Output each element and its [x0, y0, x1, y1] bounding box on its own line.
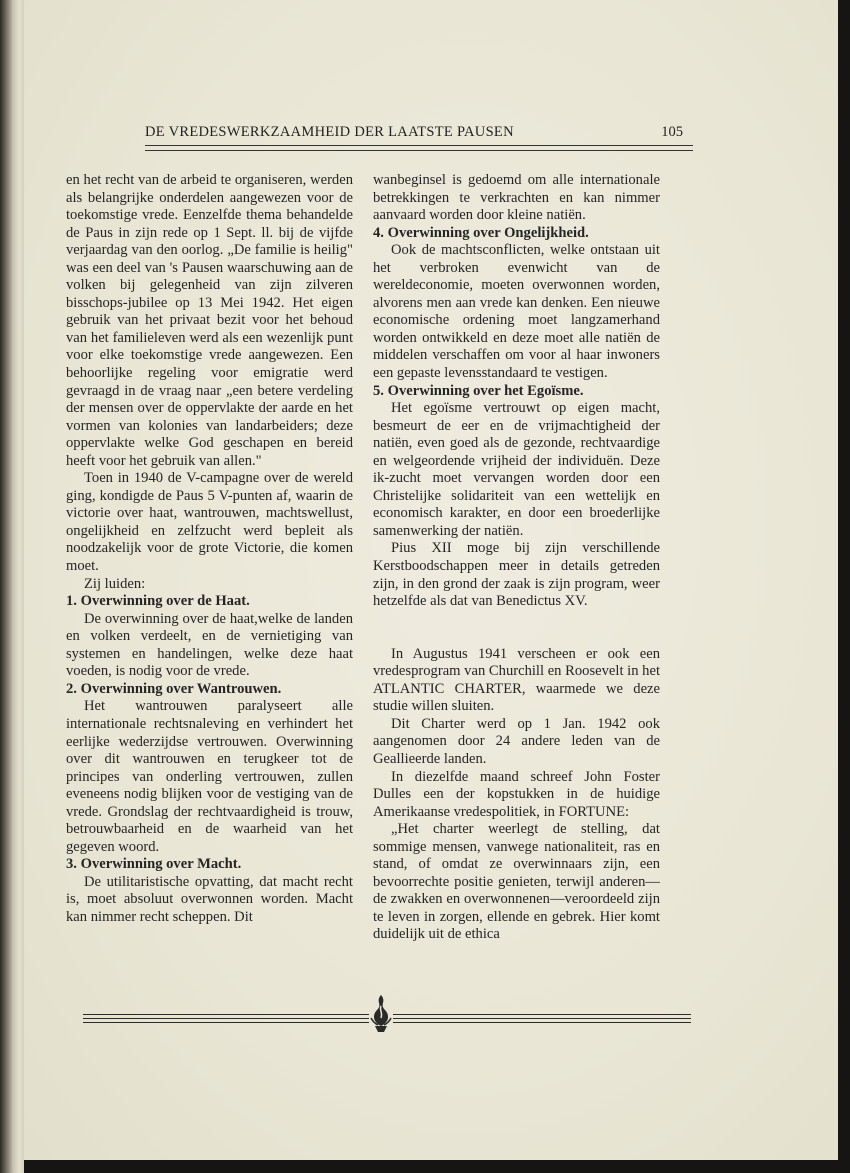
paragraph: „Het charter weerlegt de stelling, dat sommige mensen, vanwege nationaliteit, ras en stand, of omdat ze overwinnaars zijn, een bevoorrechte positie genieten, terwijl anderen—de zwakken en overwonnenen—veroordeeld zijn te leven in zorgen, ellende en gebrek. Hier komt duidelijk uit de ethica	[373, 821, 660, 943]
paragraph: wanbeginsel is gedoemd om alle internationale betrekkingen te verkrachten en kan nimmer aanvaard worden door kleine natiën.	[373, 172, 660, 224]
section-heading: 3. Overwinning over Macht.	[66, 856, 242, 873]
running-header	[145, 124, 693, 146]
paragraph: In Augustus 1941 verscheen er ook een vredesprogram van Churchill en Roosevelt in het ATLANTIC CHARTER, waarmede we deze studie willen sluiten.	[373, 645, 660, 715]
paragraph: Zij luiden:	[84, 575, 146, 592]
section-heading: 2. Overwinning over Wantrouwen.	[66, 680, 282, 697]
page-number: 105	[661, 124, 683, 140]
section-heading: 1. Overwinning over de Haat.	[66, 593, 250, 610]
left-column	[66, 172, 353, 927]
book-spine	[0, 0, 24, 1173]
paragraph: Het wantrouwen paralyseert alle internationale rechtsnaleving en verhindert het eerlijke wederzijdse vertrouwen. Overwinning over dit wantrouwen en terugkeer tot de principes van onderling vertrouwen, zullen eveneens nodig blijken voor de vestiging van de vrede. Grondslag der rechtvaardigheid is trouw, betrouwbaarheid en de waarheid van het gegeven woord.	[66, 698, 353, 855]
paragraph: en het recht van de arbeid te organiseren, werden als belangrijke onderdelen aangewezen voor de toekomstige vrede. Eenzelfde thema behandelde de Paus in zijn rede op 1 Sept. ll. bij de vijfde verjaardag van den oorlog. „De familie is heilig" was een deel van 's Pausen waarschuwing aan de volken bij gelegenheid van zijn zilveren bisschops-jubilee op 13 Mei 1942. Het eigen gebruik van het privaat bezit voor het behoud van het familieleven werd als een wezenlijk punt voor elke toekomstige vrede aangewezen. Een behoorlijke regeling voor emigratie werd gevraagd in de vraag naar „een betere verdeling der mensen over de oppervlakte der aarde en het vormen van kolonies van landarbeiders; deze oppervlakte welke God geschapen en bereid heeft voor het gebruik van allen."	[66, 172, 353, 469]
section-heading: 5. Overwinning over het Egoïsme.	[373, 382, 584, 399]
header-rule	[145, 145, 693, 146]
running-title: DE VREDESWERKZAAMHEID DER LAATSTE PAUSEN	[145, 124, 514, 140]
paragraph: Ook de machtsconflicten, welke ontstaan uit het verbroken evenwicht van de wereldeconomie, moeten overwonnen worden, alvorens men aan vrede kan denken. Een nieuwe economische ordening moet langzamerhand worden ontwikkeld en deze moet alle natiën de middelen verschaffen om voor al haar inwoners een gepaste levensstandaard te vestigen.	[373, 242, 660, 382]
header-rule-thin	[145, 150, 693, 151]
paragraph: De utilitaristische opvatting, dat macht recht is, moet absoluut overwonnen worden. Macht kan nimmer recht scheppen. Dit	[66, 873, 353, 925]
right-column	[373, 172, 660, 944]
footer-ornament	[83, 992, 691, 1042]
section-heading: 4. Overwinning over Ongelijkheid.	[373, 224, 589, 241]
paragraph: Toen in 1940 de V-campagne over de wereld ging, kondigde de Paus 5 V-punten af, waarin de victorie over haat, wantrouwen, machtswellust, ongelijkheid en zelfzucht werd bepleit als noodzakelijk voor de grote Victorie, die komen moet.	[66, 470, 353, 575]
paragraph-gap	[373, 611, 660, 646]
flame-ornament-icon	[361, 992, 401, 1042]
paragraph: De overwinning over de haat,welke de landen en volken verdeelt, en de vernietiging van systemen en handelingen, welke deze haat voeden, is nodig voor de vrede.	[66, 610, 353, 680]
paragraph: Pius XII moge bij zijn verschillende Kerstboodschappen meer in details getreden zijn, in den grond der zaak is zijn program, weer hetzelfde als dat van Benedictus XV.	[373, 540, 660, 610]
paragraph: Het egoïsme vertrouwt op eigen macht, besmeurt de eer en de vrijmachtigheid der natiën, even goed als de gezonde, rechtvaardige en welgeordende vrijheid der individuën. Deze ik-zucht moet vervangen worden door een Christelijke solidariteit van een wettelijk en economisch karakter, en door een broederlijke samenwerking der natiën.	[373, 400, 660, 539]
paragraph: Dit Charter werd op 1 Jan. 1942 ook aangenomen door 24 andere leden van de Geallieerde landen.	[373, 715, 660, 767]
paragraph: In diezelfde maand schreef John Foster Dulles een der kopstukken in de huidige Amerikaanse vredespolitiek, in FORTUNE:	[373, 768, 660, 820]
